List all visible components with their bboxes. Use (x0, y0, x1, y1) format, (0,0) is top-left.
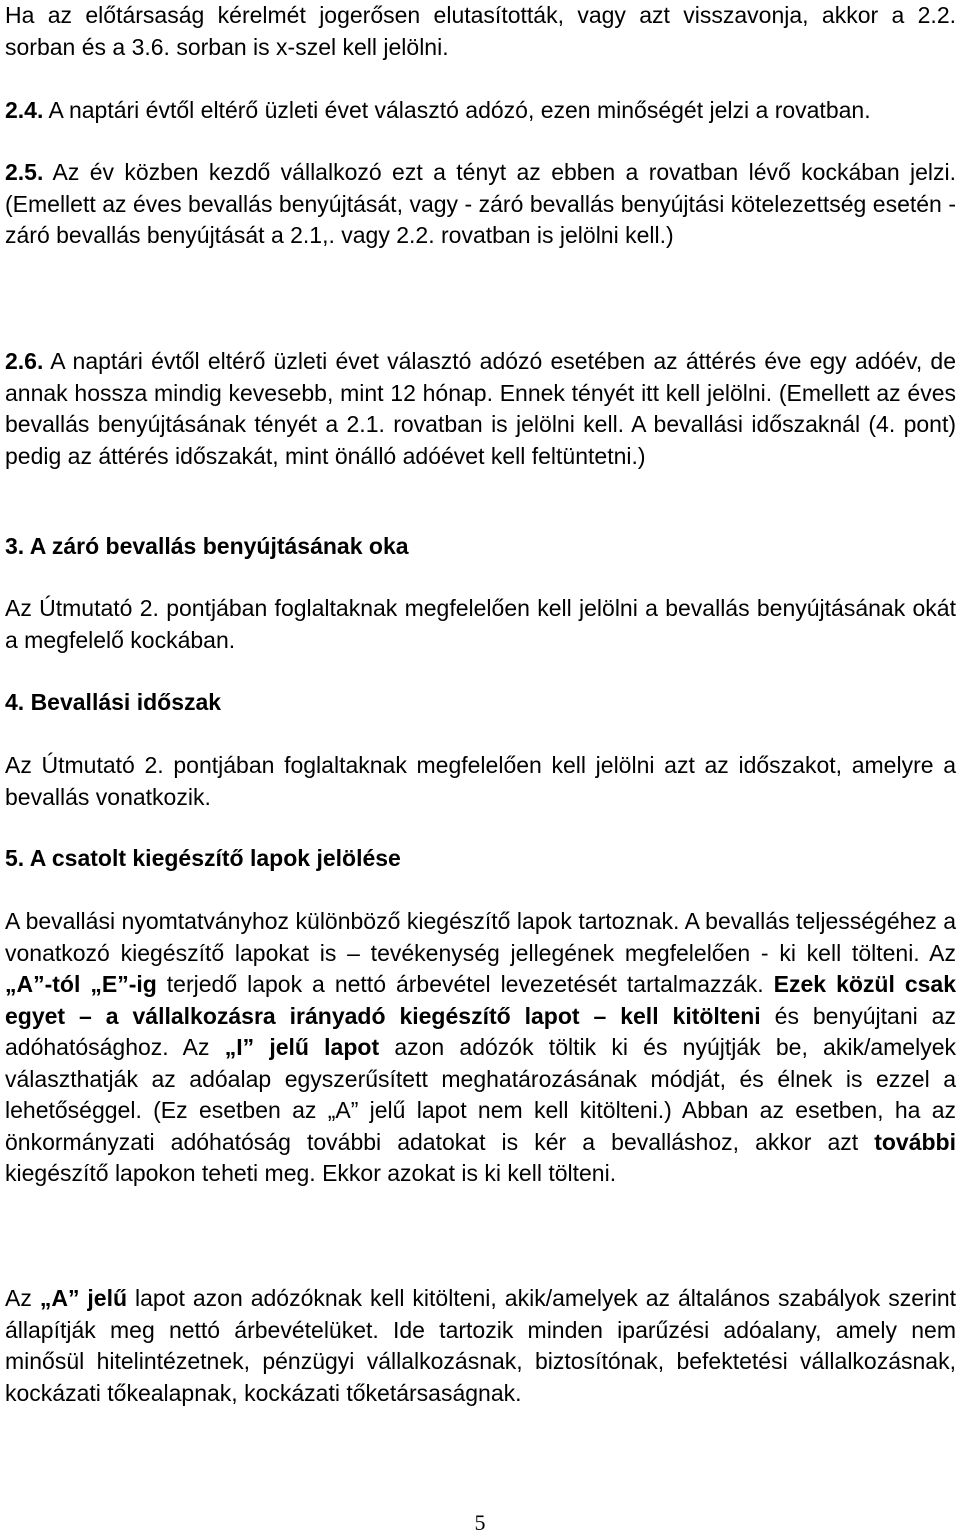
paragraph-2-5 (5, 157, 956, 252)
section-heading-3: 3. A záró bevallás benyújtásának oka (5, 533, 409, 559)
paragraph-a-sheet: Az „A” jelű lapot azon adózóknak kell kitölteni, akik/amelyek az általános szabályok szerint állapítják meg nettó árbevételüket. Ide tartozik minden iparűzési adóalany, amely nem minősül hitelintézetnek, pénzügyi vállalkozásnak, biztosítónak, befektetési vállalkozásnak, kockázati tőkealapnak, kockázati tőketársaságnak. (5, 1285, 957, 1406)
paragraph-2-6 (5, 346, 956, 472)
paragraph-text: Az év közben kezdő vállalkozó ezt a tényt az ebben a rovatban lévő kockában jelzi. (Emellett az éves bevallás benyújtását, vagy - záró bevallás benyújtási kötelezettség esetén - záró bevallás benyújtását a 2.1,. vagy 2.2. rovatban is jelölni kell.) (5, 159, 956, 248)
paragraph-text: Ha az előtársaság kérelmét jogerősen elutasították, vagy azt visszavonja, akkor a 2.2. sorban és a 3.6. sorban is x-szel kell jelölni. (5, 2, 956, 60)
paragraph-section-3 (5, 593, 956, 656)
paragraph-2-4 (5, 95, 956, 127)
paragraph-intro (5, 0, 956, 63)
paragraph-text: Az Útmutató 2. pontjában foglaltaknak megfelelően kell jelölni azt az időszakot, amelyre a bevallás vonatkozik. (5, 752, 956, 810)
paragraph-text: A naptári évtől eltérő üzleti évet választó adózó esetében az áttérés éve egy adóév, de annak hossza mindig kevesebb, mint 12 hónap. Ennek tényét itt kell jelölni. (Emellett az éves bevallás benyújtásának tényét a 2.1. rovatban is jelölni kell. A bevallási időszaknál (4. pont) pedig az áttérés időszakát, mint önálló adóévet kell feltüntetni.) (5, 348, 956, 469)
section-heading-5: 5. A csatolt kiegészítő lapok jelölése (5, 845, 401, 871)
paragraph-section-5: A bevallási nyomtatványhoz különböző kiegészítő lapok tartoznak. A bevallás teljességéhez a vonatkozó kiegészítő lapokat is – tevékenység jellegének megfelelően - ki kell tölteni. Az „A”-tól „E”-ig terjedő lapok a nettó árbevétel levezetését tartalmazzák. Ezek közül csak egyet – a vállalkozásra irányadó kiegészítő lapot – kell kitölteni és benyújtani az adóhatósághoz. Az „I” jelű lapot azon adózók töltik ki és nyújtják be, akik/amelyek választhatják az adóalap egyszerűsített meghatározásának módját, és élnek is ezzel a lehetőséggel. (Ez esetben az „A” jelű lapot nem kell kitölteni.) Abban az esetben, ha az önkormányzati adóhatóság további adatokat is kér a bevalláshoz, akkor azt további kiegészítő lapokon teheti meg. Ekkor azokat is ki kell tölteni. (5, 908, 956, 1186)
page-number: 5 (474, 1510, 486, 1535)
paragraph-text: A naptári évtől eltérő üzleti évet választó adózó, ezen minőségét jelzi a rovatban. (43, 97, 871, 123)
item-number: 2.4. (5, 97, 44, 123)
paragraph-text: Az Útmutató 2. pontjában foglaltaknak megfelelően kell jelölni a bevallás benyújtásának okát a megfelelő kockában. (5, 595, 956, 653)
paragraph-section-4 (5, 750, 956, 813)
section-heading-4: 4. Bevallási időszak (5, 689, 222, 715)
item-number: 2.6. (5, 348, 44, 374)
item-number: 2.5. (5, 159, 44, 185)
